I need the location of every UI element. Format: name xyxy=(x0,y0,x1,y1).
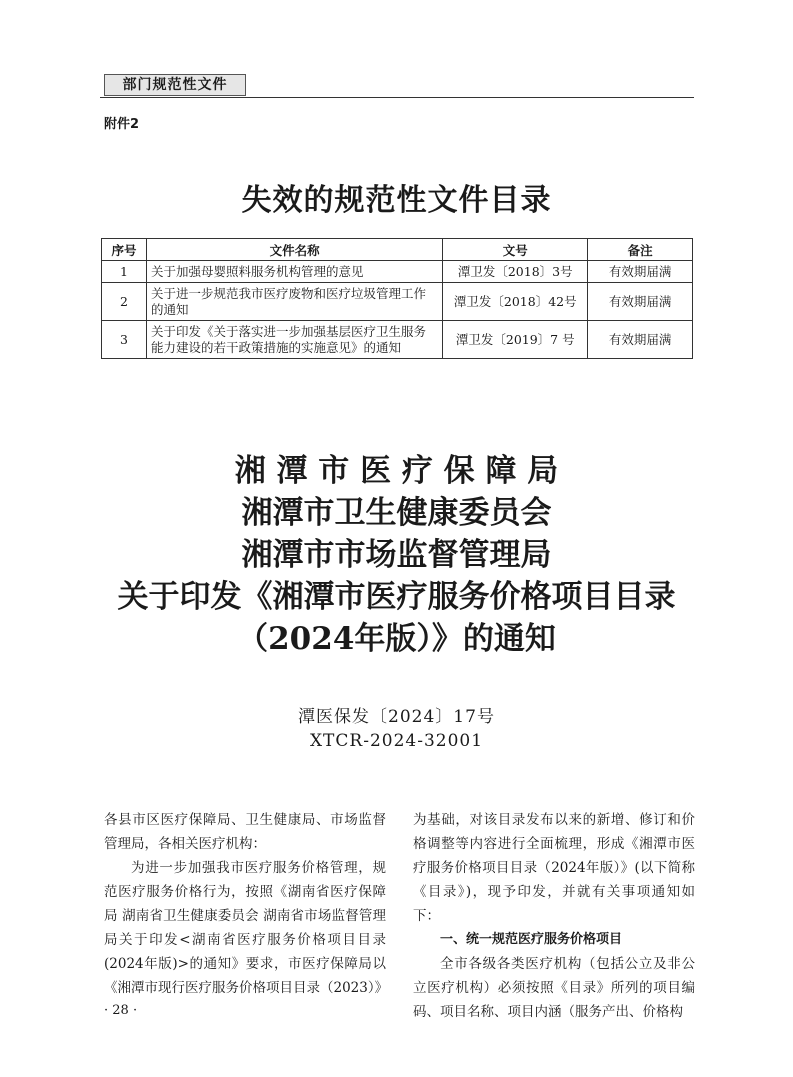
column-header: 备注 xyxy=(588,239,693,261)
column-header: 序号 xyxy=(102,239,147,261)
header-divider xyxy=(100,97,694,98)
list-title: 失效的规范性文件目录 xyxy=(241,183,552,218)
document-code: 潭卫发〔2018〕3号 xyxy=(443,261,588,283)
column-header: 文号 xyxy=(443,239,588,261)
table-header-row xyxy=(102,239,693,261)
body-left-column xyxy=(104,808,389,1000)
document-code: 潭卫发〔2019〕7 号 xyxy=(443,321,588,359)
document-code: 潭卫发〔2018〕42号 xyxy=(443,283,588,321)
document-name: 关于进一步规范我市医疗废物和医疗垃圾管理工作的通知 xyxy=(146,283,442,321)
body-paragraph: 全市各级各类医疗机构（包括公立及非公立医疗机构）必须按照《目录》所列的项目编码、项目名称、项目内涵（服务产出、价格构 xyxy=(413,956,695,1020)
notice-title-line: 湘潭市卫生健康委员会 xyxy=(241,495,552,531)
notice-title-line: 关于印发《湘潭市医疗服务价格项目目录 xyxy=(117,579,676,615)
row-number: 2 xyxy=(102,283,147,321)
table-row xyxy=(102,321,693,359)
section-header-label: 部门规范性文件 xyxy=(104,74,246,96)
body-paragraph: 为进一步加强我市医疗服务价格管理，规范医疗服务价格行为，按照《湖南省医疗保障局 湖南省卫生健康委员会 湖南省市场监督管理局关于印发<湖南省医疗服务价格项目目录(2024年版)>的通知》要求，市医疗保障局以《湘潭市现行医疗服务价格项目目录（2023）》 xyxy=(104,860,389,996)
table-row xyxy=(102,283,693,321)
body-paragraph-continued: 为基础，对该目录发布以来的新增、修订和价格调整等内容进行全面梳理，形成《湘潭市医疗服务价格项目目录（2024年版）》(以下简称《目录》)，现予印发，并就有关事项通知如下： xyxy=(413,812,695,924)
document-note: 有效期届满 xyxy=(588,261,693,283)
notice-title xyxy=(0,450,793,660)
notice-title-line: 湘潭市市场监督管理局 xyxy=(241,537,552,573)
attachment-label: 附件2 xyxy=(104,117,140,132)
document-name: 关于印发《关于落实进一步加强基层医疗卫生服务能力建设的若干政策措施的实施意见》的通知 xyxy=(146,321,442,359)
salutation: 各县市区医疗保障局、卫生健康局、市场监督管理局，各相关医疗机构： xyxy=(104,812,386,852)
section-heading: 一、统一规范医疗服务价格项目 xyxy=(440,932,623,947)
document-number: 潭医保发〔2024〕17号 xyxy=(298,707,495,727)
repealed-documents-table xyxy=(101,238,693,359)
row-number: 1 xyxy=(102,261,147,283)
notice-title-line: （2024年版）》的通知 xyxy=(237,621,556,657)
document-name: 关于加强母婴照料服务机构管理的意见 xyxy=(146,261,442,283)
table-row xyxy=(102,261,693,283)
page-number: · 28 · xyxy=(104,1003,138,1018)
document-note: 有效期届满 xyxy=(588,283,693,321)
notice-title-line: 湘 潭 市 医 疗 保 障 局 xyxy=(234,453,559,489)
body-right-column xyxy=(413,808,695,1024)
row-number: 3 xyxy=(102,321,147,359)
column-header: 文件名称 xyxy=(146,239,442,261)
document-code: XTCR-2024-32001 xyxy=(309,731,484,751)
document-note: 有效期届满 xyxy=(588,321,693,359)
